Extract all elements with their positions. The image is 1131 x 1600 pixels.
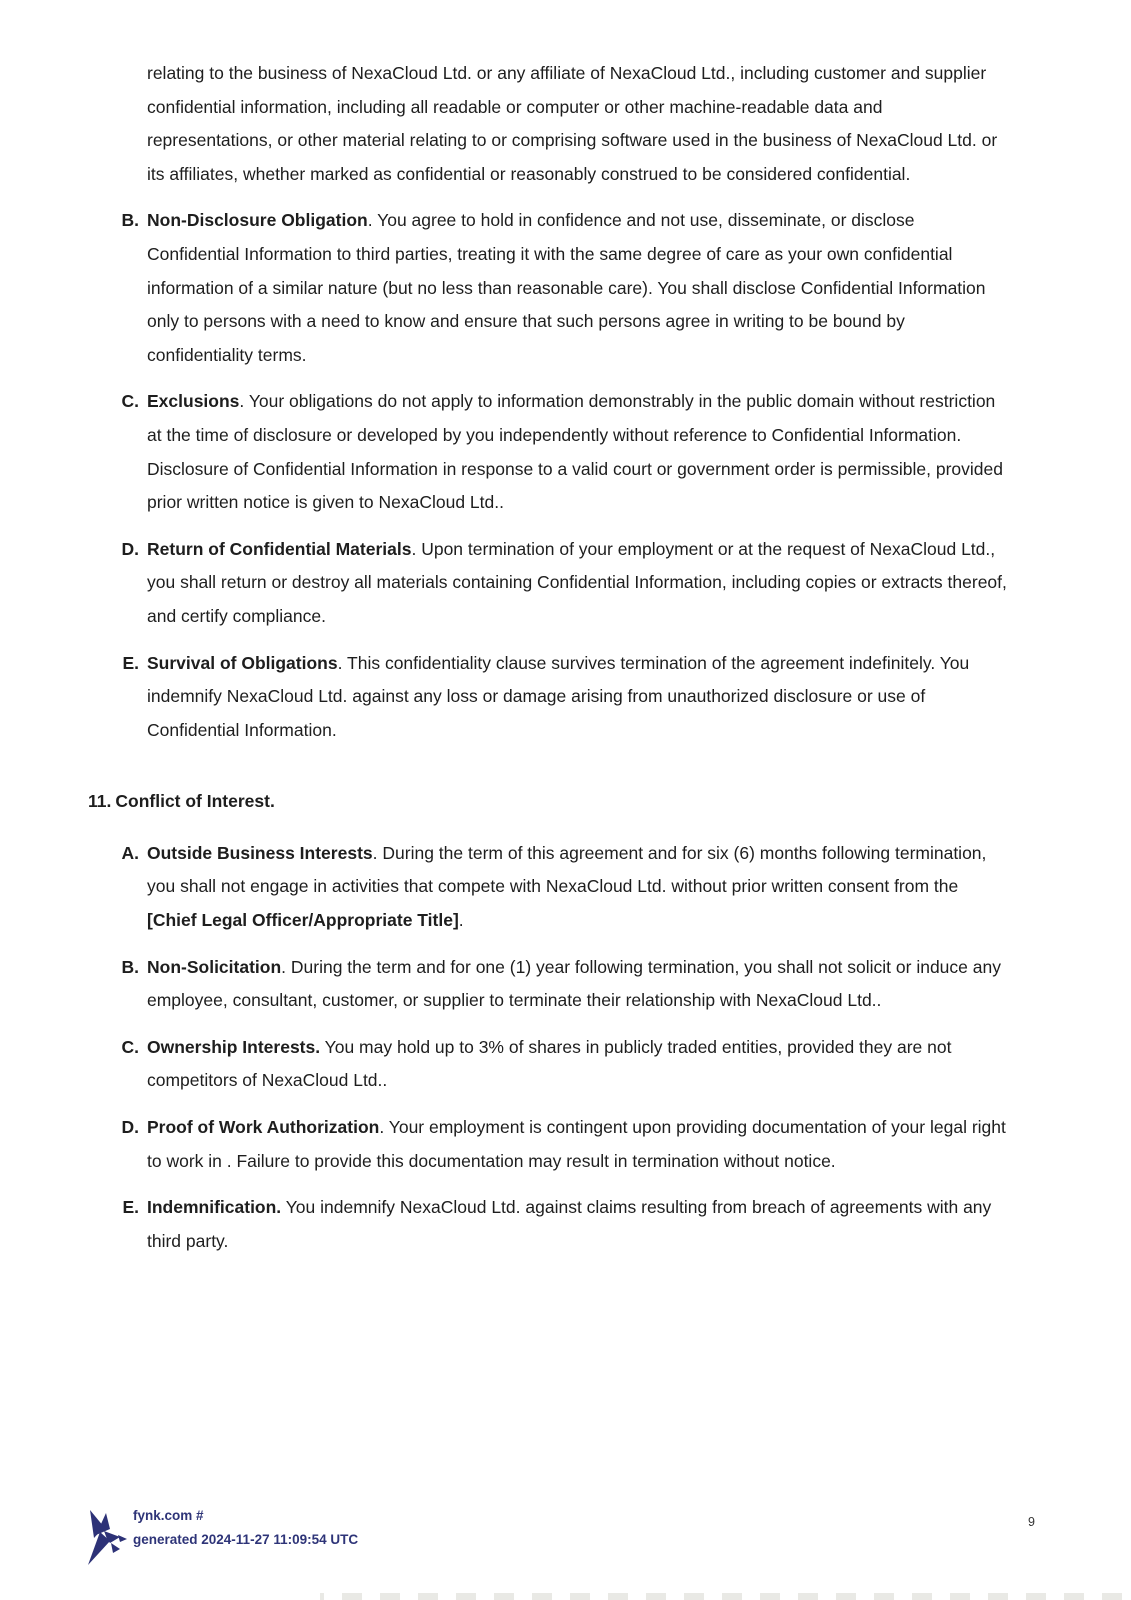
page-number: 9 [1028,1515,1035,1529]
item-text [147,1117,1006,1171]
item-sep: . [239,391,249,412]
item-sep: . [372,842,383,863]
item-body: You agree to hold in confidence and not use, disseminate, or disclose Confidential Information to third parties, treating it with the same degree of care as your own confidential information of a similar nature (but no less than reasonable care). You shall disclose Confidential Information only to persons with a need to know and ensure that such persons agree in writing to be bound by confidentiality terms. [147,210,986,365]
item-letter: B. [121,956,139,977]
origami-bird-logo-icon [84,1508,128,1568]
section-number: 11. [88,791,112,812]
item-label: Outside Business Interests [147,842,373,863]
item-sep: . [367,210,378,231]
item-body: Your obligations do not apply to information demonstrably in the public domain without restriction at the time of disclosure or developed by you independently without reference to Confidential Information. Disclosure of Confidential Information in response to a valid court or government order is permissible, provided prior written notice is given to NexaCloud Ltd.. [147,391,1003,513]
item-sep: . [411,538,422,559]
paragraph-continuation: relating to the business of NexaCloud Ltd. or any affiliate of NexaCloud Ltd., including customer and supplier confidential information, including all readable or computer or other machine-readable data and representations, or other material relating to or comprising software used in the business of NexaCloud Ltd. or its affiliates, whether marked as confidential or reasonably construed to be considered confidential. [147,63,998,184]
item-label: Return of Confidential Materials [147,538,412,559]
item-letter: C. [121,1036,139,1057]
item-body: Upon termination of your employment or at the request of NexaCloud Ltd., you shall return or destroy all materials containing Confidential Information, including copies or extracts thereof, and certify compliance. [147,538,1007,626]
item-label: Non-Solicitation [147,956,282,977]
item-text [147,1037,951,1091]
list-item-exclusions [85,385,1010,519]
item-text [147,539,1007,626]
list-item-ownership-interests [85,1031,1010,1098]
item-letter: E. [122,652,139,673]
item-letter: D. [121,1117,139,1138]
item-text [147,843,986,930]
item-label: Ownership Interests. [147,1036,321,1057]
item-letter: B. [121,210,139,231]
list-item-nondisclosure [85,204,1010,372]
item-sep: . [379,1117,389,1138]
list-item-outside-business [85,837,1010,938]
item-label: Exclusions [147,391,240,412]
list-item-indemnification [85,1191,1010,1258]
section-11-heading [85,785,1010,819]
item-letter: E. [122,1197,139,1218]
next-page-edge [0,1593,1131,1600]
item-label: Non-Disclosure Obligation [147,210,368,231]
list-item-work-authorization [85,1111,1010,1178]
item-text [147,210,986,364]
item-body: You indemnify NexaCloud Ltd. against claims resulting from breach of agreements with any third party. [147,1197,992,1251]
footer-generated-timestamp: generated 2024-11-27 11:09:54 UTC [133,1532,359,1547]
list-item-return-of-materials [85,533,1010,634]
item-label: Survival of Obligations [147,652,338,673]
inline-bold-placeholder: [Chief Legal Officer/Appropriate Title] [147,910,459,931]
list-item-non-solicitation [85,951,1010,1018]
document-body [85,57,1010,1271]
item-letter: A. [121,842,139,863]
item-text [147,653,969,740]
section-title: Conflict of Interest. [115,791,275,812]
footer-brand: fynk.com # [133,1508,204,1523]
item-sep: . [337,652,348,673]
item-text [147,391,1003,512]
item-body: You may hold up to 3% of shares in publicly traded entities, provided they are not competitors of NexaCloud Ltd.. [147,1036,952,1091]
item-body: This confidentiality clause survives termination of the agreement indefinitely. You indemnify NexaCloud Ltd. against any loss or damage arising from unauthorized disclosure or use of Confidential Information. [147,652,970,740]
footer-text [133,1504,358,1552]
item-body: During the term and for one (1) year following termination, you shall not solicit or induce any employee, consultant, customer, or supplier to terminate their relationship with NexaCloud Ltd.. [147,956,1001,1011]
item-label: Indemnification. [147,1197,282,1218]
item-sep: . [281,956,291,977]
item-body: During the term of this agreement and for six (6) months following termination, you shall not engage in activities that compete with NexaCloud Ltd. without prior written consent from the [147,842,987,897]
item-text [147,957,1001,1011]
item-body-after: . [458,910,464,931]
item-body: Your employment is contingent upon providing documentation of your legal right to work in . Failure to provide this documentation may result in termination without notice. [147,1117,1006,1171]
item-label: Proof of Work Authorization [147,1117,380,1138]
item-text [147,1197,991,1251]
item-letter: D. [121,538,139,559]
item-letter: C. [121,391,139,412]
list-item-survival [85,647,1010,748]
